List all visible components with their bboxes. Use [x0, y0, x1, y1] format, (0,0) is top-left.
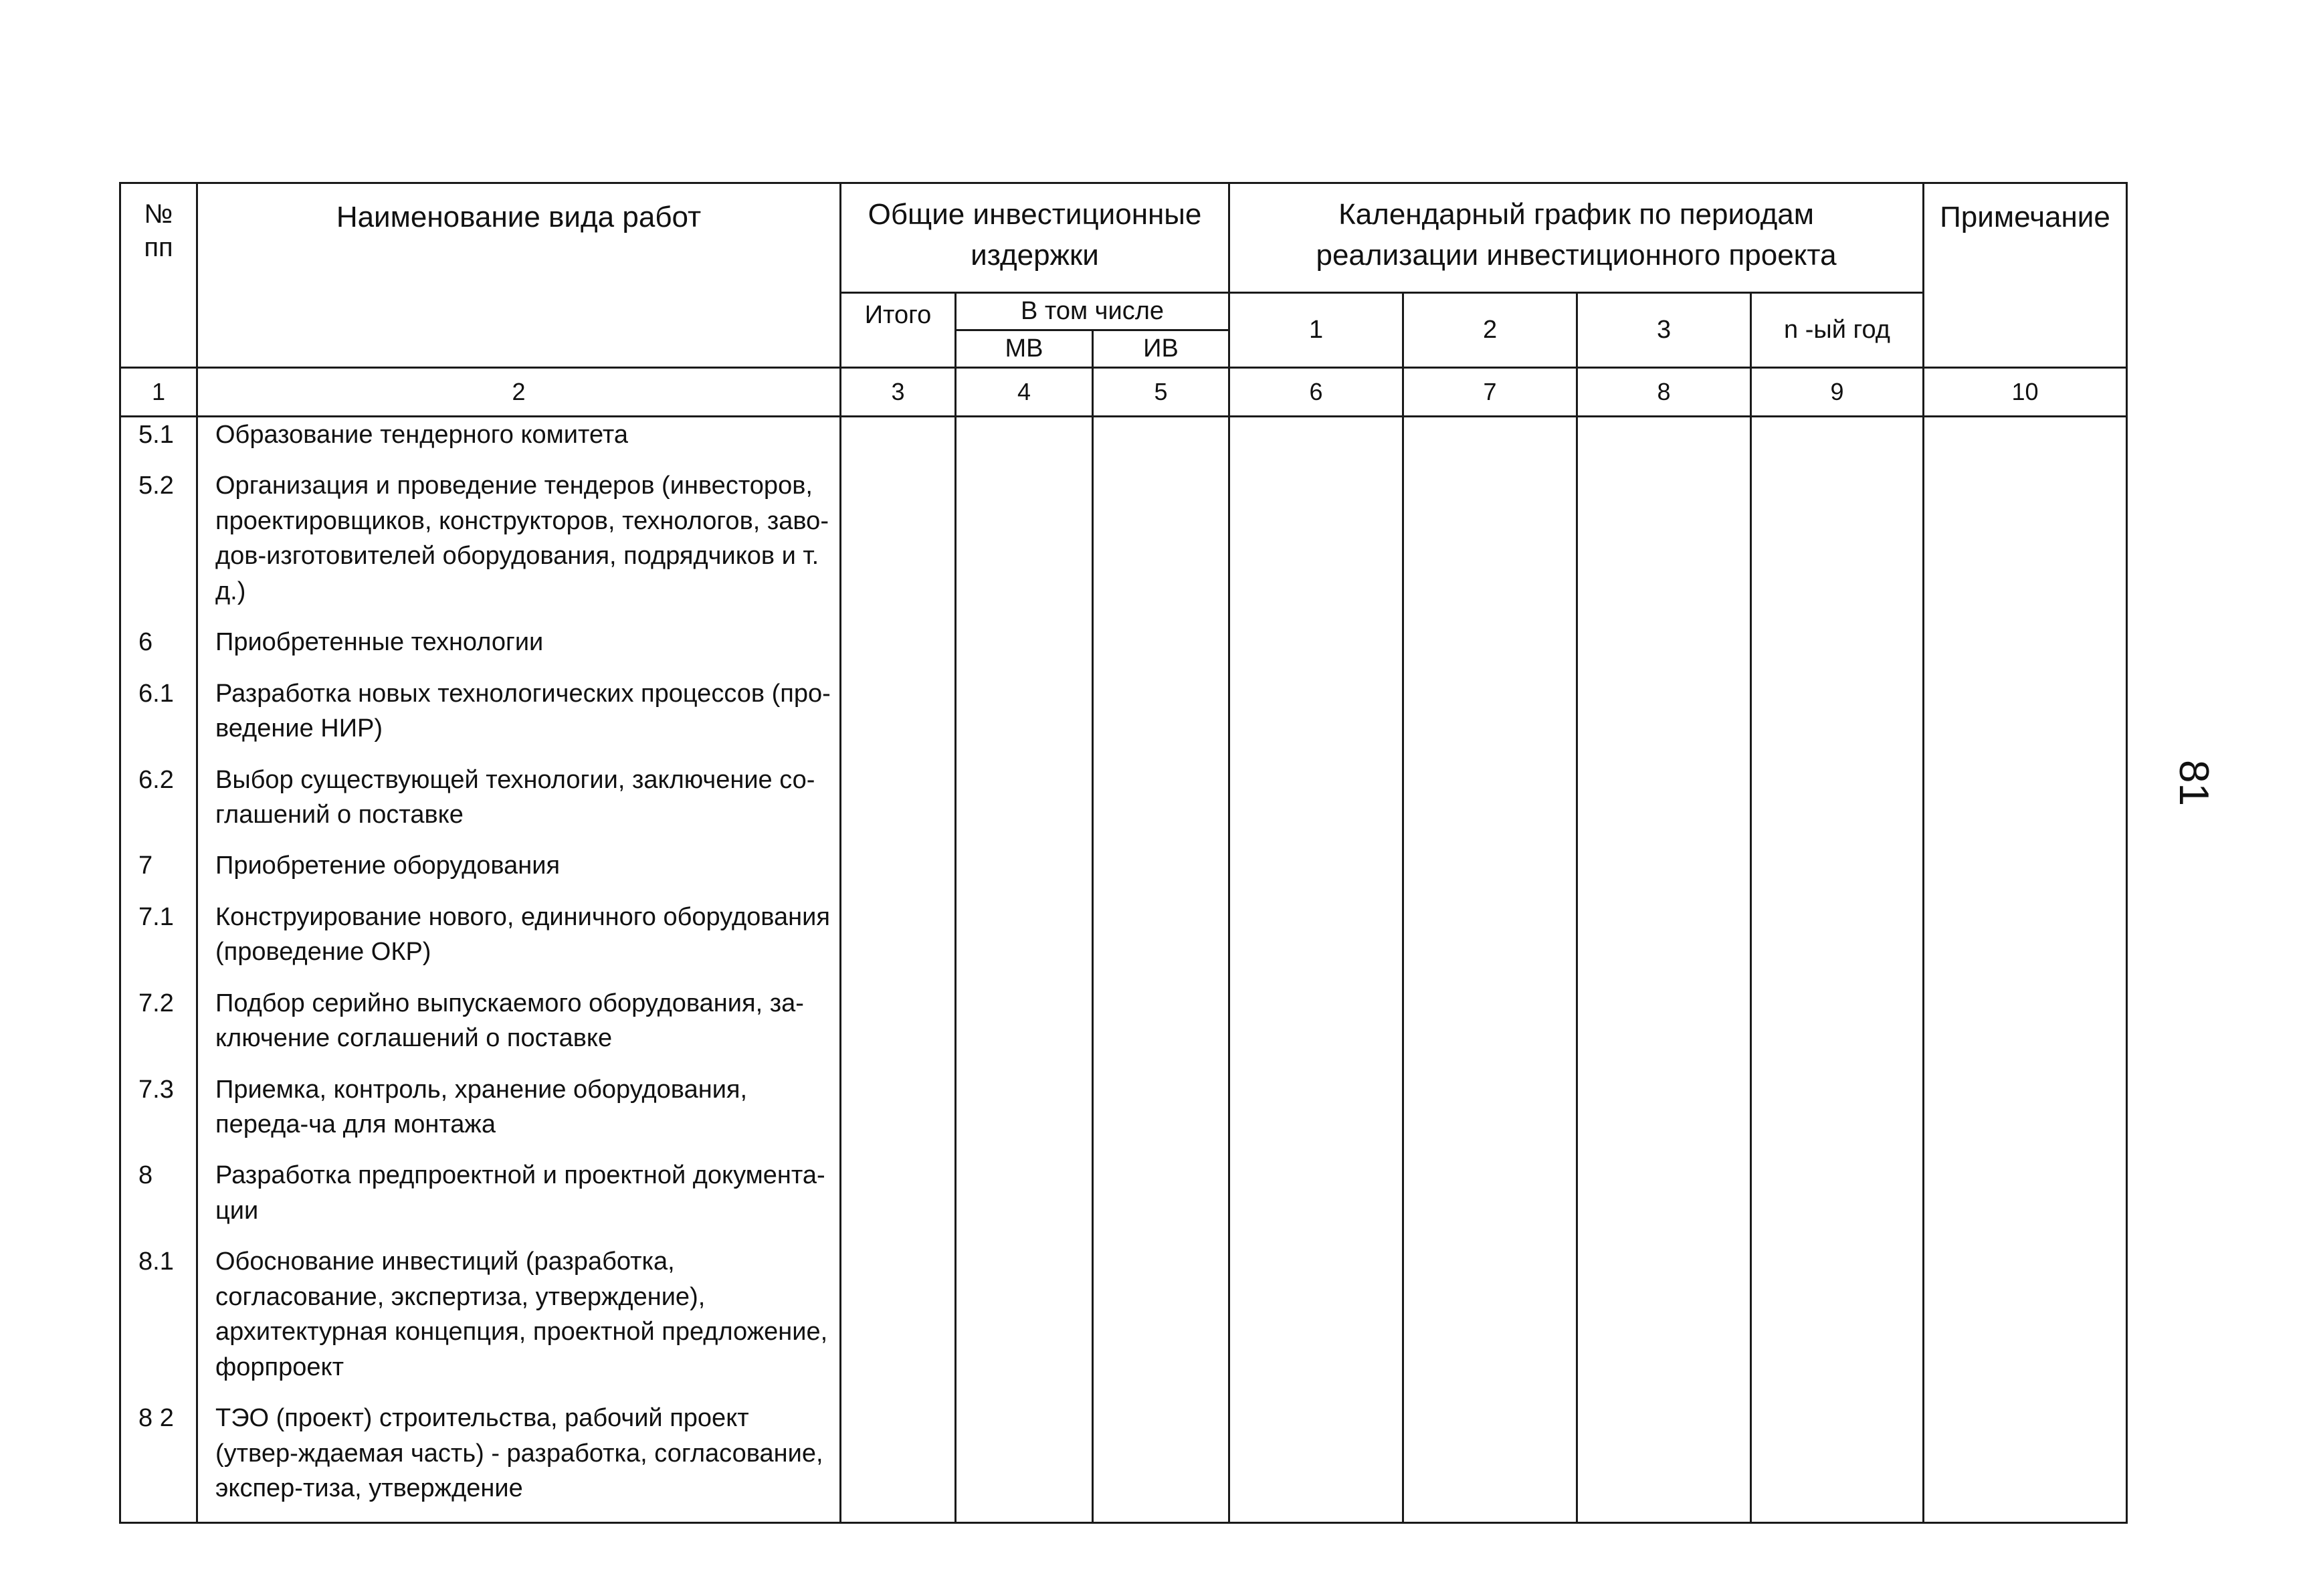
row-name: Разработка предпроектной и проектной документа-ции: [215, 1161, 825, 1225]
header-v-tom-chisle: В том числе: [956, 293, 1229, 330]
col-index: 8: [1577, 368, 1751, 417]
header-period-n: n -ый год: [1751, 293, 1924, 368]
row-name: Конструирование нового, единичного оборудования (проведение ОКР): [215, 902, 830, 967]
row-name: Приемка, контроль, хранение оборудования, переда-ча для монтажа: [215, 1075, 748, 1138]
header-name: Наименование вида работ: [197, 183, 841, 368]
col-index: 10: [1924, 368, 2127, 417]
col-index: 5: [1093, 368, 1229, 417]
investment-schedule-table: [119, 182, 2128, 1524]
col-index: 6: [1229, 368, 1403, 417]
column-index-row: [120, 368, 2127, 417]
mv-column: [956, 417, 1093, 1523]
row-name: Выбор существующей технологии, заключение со-глашений о поставке: [215, 765, 815, 829]
note-column: [1924, 417, 2127, 1523]
row-number: 6.1: [138, 679, 174, 708]
row-number: 5.2: [138, 472, 174, 500]
header-iv: ИВ: [1093, 330, 1229, 368]
row-name: Подбор серийно выпускаемого оборудования, за-ключение соглашений о поставке: [215, 989, 804, 1053]
row-name: ТЭО (проект) строительства, рабочий проект (утвер-ждаемая часть) - разработка, согласование, экспер-тиза, утверждение: [215, 1404, 823, 1502]
period-n-column: [1751, 417, 1924, 1523]
header-calendar: Календарный график по периодам реализации инвестиционного проекта: [1229, 183, 1924, 293]
col-index: 1: [120, 368, 197, 417]
row-name: Обоснование инвестиций (разработка, согласование, экспертиза, утверждение), архитектурная концепция, проектной предложение, форпроект: [215, 1248, 828, 1381]
col-index: 2: [197, 368, 841, 417]
iv-column: [1093, 417, 1229, 1523]
header-itogo: Итого: [841, 293, 956, 368]
header-period-2: 2: [1403, 293, 1577, 368]
row-number: 8 2: [138, 1404, 174, 1433]
num-column: [120, 417, 197, 1523]
row-number: 7.2: [138, 989, 174, 1017]
header-note: Примечание: [1924, 183, 2127, 368]
row-number: 5.1: [138, 421, 174, 449]
col-index: 4: [956, 368, 1093, 417]
row-name: Образование тендерного комитета: [215, 421, 628, 449]
row-name: Организация и проведение тендеров (инвесторов, проектировщиков, конструкторов, технологов, заво-дов-изготовителей оборудования, подрядчиков и т. д.): [215, 472, 829, 605]
header-period-1: 1: [1229, 293, 1403, 368]
row-name: Приобретение оборудования: [215, 852, 561, 880]
row-name: Приобретенные технологии: [215, 628, 544, 657]
row-number: 8.1: [138, 1248, 174, 1276]
itogo-column: [841, 417, 956, 1523]
period-1-column: [1229, 417, 1403, 1523]
header-num: № пп: [120, 183, 197, 368]
row-number: 6: [138, 628, 153, 657]
page-number: 81: [2170, 760, 2217, 806]
row-number: 7.1: [138, 902, 174, 931]
col-index: 7: [1403, 368, 1577, 417]
period-2-column: [1403, 417, 1577, 1523]
header-costs: Общие инвестиционные издержки: [841, 183, 1229, 293]
period-3-column: [1577, 417, 1751, 1523]
row-number: 7.3: [138, 1075, 174, 1104]
header-period-3: 3: [1577, 293, 1751, 368]
body-row: [120, 417, 2127, 1523]
row-name: Разработка новых технологических процессов (про-ведение НИР): [215, 679, 831, 743]
col-index: 3: [841, 368, 956, 417]
header-mv: МВ: [956, 330, 1093, 368]
row-number: 8: [138, 1161, 153, 1190]
row-number: 7: [138, 852, 153, 880]
col-index: 9: [1751, 368, 1924, 417]
row-number: 6.2: [138, 765, 174, 794]
name-column: [197, 417, 841, 1523]
